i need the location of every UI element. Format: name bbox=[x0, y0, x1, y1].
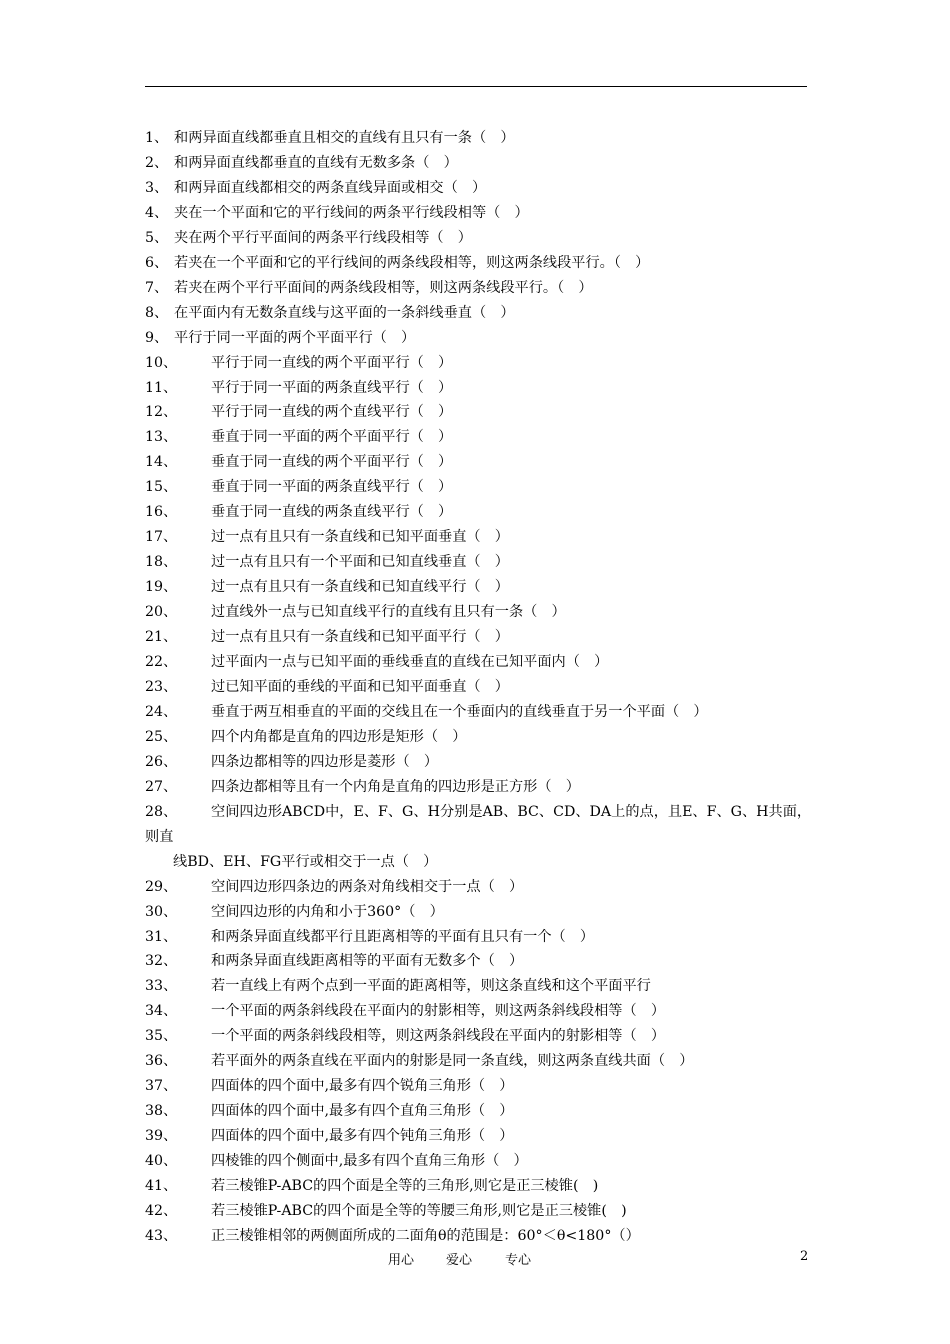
item-text: 过一点有且只有一个平面和已知直线垂直（ ） bbox=[211, 554, 509, 571]
list-item bbox=[145, 475, 815, 500]
list-item bbox=[145, 326, 815, 351]
item-number: 18、 bbox=[145, 554, 178, 571]
list-item bbox=[145, 201, 815, 226]
list-item bbox=[145, 450, 815, 475]
item-number: 21、 bbox=[145, 629, 178, 646]
item-text: 和两异面直线都垂直且相交的直线有且只有一条（ ） bbox=[174, 130, 515, 146]
item-number: 11、 bbox=[145, 379, 178, 396]
item-number: 10、 bbox=[145, 354, 178, 371]
item-number: 12、 bbox=[145, 404, 178, 421]
item-number: 27、 bbox=[145, 778, 178, 795]
header-rule bbox=[145, 86, 807, 87]
item-number: 34、 bbox=[145, 1003, 178, 1020]
item-text: 四个内角都是直角的四边形是矩形（ ） bbox=[211, 728, 467, 745]
item-text: 夹在一个平面和它的平行线间的两条平行线段相等（ ） bbox=[174, 204, 529, 221]
item-text: 垂直于两互相垂直的平面的交线且在一个垂面内的直线垂直于另一个平面（ ） bbox=[211, 703, 708, 720]
item-number: 24、 bbox=[145, 703, 178, 720]
item-text: 过已知平面的垂线的平面和已知平面垂直（ ） bbox=[211, 678, 509, 695]
item-text: 垂直于同一直线的两个平面平行（ ） bbox=[211, 454, 453, 471]
item-text: 垂直于同一平面的两条直线平行（ ） bbox=[211, 479, 453, 496]
item-text: 空间四边形的内角和小于360°（ ） bbox=[211, 903, 444, 920]
list-item bbox=[145, 550, 815, 575]
item-number: 20、 bbox=[145, 604, 178, 621]
list-item bbox=[145, 1149, 815, 1174]
item-number: 39、 bbox=[145, 1128, 178, 1145]
item-text: 四面体的四个面中,最多有四个直角三角形（ ） bbox=[211, 1103, 514, 1120]
item-number: 30、 bbox=[145, 903, 178, 920]
list-item bbox=[145, 1224, 815, 1249]
item-text: 垂直于同一平面的两个平面平行（ ） bbox=[211, 429, 453, 446]
item-text: 若一直线上有两个点到一平面的距离相等，则这条直线和这个平面平行 bbox=[211, 978, 651, 995]
item-number: 14、 bbox=[145, 454, 178, 471]
item-number: 23、 bbox=[145, 678, 178, 695]
item-text: 一个平面的两条斜线段在平面内的射影相等，则这两条斜线段相等（ ） bbox=[211, 1003, 666, 1020]
list-item bbox=[145, 700, 815, 725]
item-number: 17、 bbox=[145, 529, 178, 546]
item-text: 一个平面的两条斜线段相等，则这两条斜线段在平面内的射影相等（ ） bbox=[211, 1028, 666, 1045]
question-list bbox=[145, 126, 815, 1249]
list-item bbox=[145, 949, 815, 974]
list-item bbox=[145, 1049, 815, 1074]
item-text: 空间四边形ABCD中，E、F、G、H分别是AB、BC、CD、DA上的点，且E、F、G、H共面，则直 bbox=[145, 803, 812, 845]
list-item bbox=[145, 151, 815, 176]
list-item bbox=[145, 226, 815, 251]
item-text: 四条边都相等的四边形是菱形（ ） bbox=[211, 753, 439, 770]
list-item bbox=[145, 875, 815, 900]
item-text: 过一点有且只有一条直线和已知直线平行（ ） bbox=[211, 579, 509, 596]
item-number: 7、 bbox=[145, 279, 169, 296]
item-text: 四面体的四个面中,最多有四个锐角三角形（ ） bbox=[211, 1078, 514, 1095]
list-item bbox=[145, 1124, 815, 1149]
list-item bbox=[145, 376, 815, 401]
item-number: 40、 bbox=[145, 1153, 178, 1170]
item-text: 四棱锥的四个侧面中,最多有四个直角三角形（ ） bbox=[211, 1153, 528, 1170]
list-item bbox=[145, 1074, 815, 1099]
footer-aixin: 爱心 bbox=[446, 1253, 473, 1268]
item-number: 35、 bbox=[145, 1028, 178, 1045]
list-item bbox=[145, 126, 815, 151]
list-item bbox=[145, 176, 815, 201]
list-item bbox=[145, 301, 815, 326]
list-item bbox=[145, 725, 815, 750]
item-text: 若平面外的两条直线在平面内的射影是同一条直线，则这两条直线共面（ ） bbox=[211, 1053, 694, 1070]
item-text: 在平面内有无数条直线与这平面的一条斜线垂直（ ） bbox=[174, 304, 515, 321]
item-text: 过一点有且只有一条直线和已知平面平行（ ） bbox=[211, 629, 509, 646]
item-text-continued: 线BD、EH、FG平行或相交于一点（ ） bbox=[173, 853, 438, 870]
list-item bbox=[145, 750, 815, 775]
list-item bbox=[145, 500, 815, 525]
item-text: 过直线外一点与已知直线平行的直线有且只有一条（ ） bbox=[211, 604, 566, 621]
item-text: 和两异面直线都相交的两条直线异面或相交（ ） bbox=[174, 179, 487, 196]
item-text: 夹在两个平行平面间的两条平行线段相等（ ） bbox=[174, 229, 472, 246]
list-item bbox=[145, 1199, 815, 1224]
list-item bbox=[145, 925, 815, 950]
list-item bbox=[145, 1024, 815, 1049]
item-text: 正三棱锥相邻的两侧面所成的二面角θ的范围是：60°＜θ<180°（） bbox=[211, 1227, 640, 1244]
footer-zhuanxin: 专心 bbox=[505, 1253, 532, 1268]
page-number: 2 bbox=[800, 1249, 809, 1264]
item-text: 垂直于同一直线的两条直线平行（ ） bbox=[211, 504, 453, 521]
list-item bbox=[145, 525, 815, 550]
item-number: 41、 bbox=[145, 1178, 178, 1195]
item-number: 31、 bbox=[145, 928, 178, 945]
item-text: 空间四边形四条边的两条对角线相交于一点（ ） bbox=[211, 878, 524, 895]
list-item bbox=[145, 974, 815, 999]
item-number: 28、 bbox=[145, 803, 178, 820]
item-number: 2、 bbox=[145, 154, 169, 171]
item-number: 42、 bbox=[145, 1202, 178, 1219]
item-text: 和两条异面直线都平行且距离相等的平面有且只有一个（ ） bbox=[211, 928, 595, 945]
item-number: 6、 bbox=[145, 254, 169, 271]
item-number: 5、 bbox=[145, 229, 169, 246]
item-text: 若夹在一个平面和它的平行线间的两条线段相等，则这两条线段平行。（ ） bbox=[174, 254, 650, 271]
item-text: 四条边都相等且有一个内角是直角的四边形是正方形（ ） bbox=[211, 778, 580, 795]
item-number: 9、 bbox=[145, 329, 169, 346]
item-number: 43、 bbox=[145, 1227, 178, 1244]
item-number: 38、 bbox=[145, 1103, 178, 1120]
item-number: 33、 bbox=[145, 978, 178, 995]
list-item bbox=[145, 1099, 815, 1124]
footer-yongxin: 用心 bbox=[388, 1253, 415, 1268]
item-number: 13、 bbox=[145, 429, 178, 446]
item-number: 3、 bbox=[145, 179, 169, 196]
item-text: 平行于同一直线的两个直线平行（ ） bbox=[211, 404, 453, 421]
list-item bbox=[145, 775, 815, 800]
item-text: 若夹在两个平行平面间的两条线段相等，则这两条线段平行。（ ） bbox=[174, 279, 593, 296]
item-text: 平行于同一平面的两条直线平行（ ） bbox=[211, 379, 453, 396]
item-number: 19、 bbox=[145, 579, 178, 596]
item-number: 22、 bbox=[145, 654, 178, 671]
item-number: 8、 bbox=[145, 304, 169, 321]
item-number: 36、 bbox=[145, 1053, 178, 1070]
list-item bbox=[145, 650, 815, 675]
item-text: 和两异面直线都垂直的直线有无数多条（ ） bbox=[174, 154, 458, 171]
item-text: 和两条异面直线距离相等的平面有无数多个（ ） bbox=[211, 953, 524, 970]
list-item bbox=[145, 600, 815, 625]
list-item bbox=[145, 625, 815, 650]
list-item bbox=[145, 900, 815, 925]
item-number: 37、 bbox=[145, 1078, 178, 1095]
list-item bbox=[145, 425, 815, 450]
item-number: 15、 bbox=[145, 479, 178, 496]
list-item bbox=[145, 1174, 815, 1199]
item-text: 过一点有且只有一条直线和已知平面垂直（ ） bbox=[211, 529, 509, 546]
item-text: 过平面内一点与已知平面的垂线垂直的直线在已知平面内（ ） bbox=[211, 654, 609, 671]
item-text: 平行于同一平面的两个平面平行（ ） bbox=[174, 329, 416, 346]
list-item bbox=[145, 675, 815, 700]
item-text: 若三棱锥P-ABC的四个面是全等的三角形,则它是正三棱锥( ) bbox=[211, 1178, 599, 1195]
list-item bbox=[145, 999, 815, 1024]
item-number: 25、 bbox=[145, 728, 178, 745]
list-item bbox=[145, 575, 815, 600]
list-item bbox=[145, 400, 815, 425]
list-item bbox=[145, 351, 815, 376]
item-number: 1、 bbox=[145, 130, 169, 146]
item-text: 若三棱锥P-ABC的四个面是全等的等腰三角形,则它是正三棱锥( ) bbox=[211, 1202, 627, 1219]
list-item bbox=[145, 276, 815, 301]
item-text: 平行于同一直线的两个平面平行（ ） bbox=[211, 354, 453, 371]
list-item bbox=[145, 800, 815, 875]
item-number: 29、 bbox=[145, 878, 178, 895]
list-item bbox=[145, 251, 815, 276]
item-number: 32、 bbox=[145, 953, 178, 970]
item-number: 4、 bbox=[145, 204, 169, 221]
item-number: 26、 bbox=[145, 753, 178, 770]
item-text: 四面体的四个面中,最多有四个钝角三角形（ ） bbox=[211, 1128, 514, 1145]
item-number: 16、 bbox=[145, 504, 178, 521]
